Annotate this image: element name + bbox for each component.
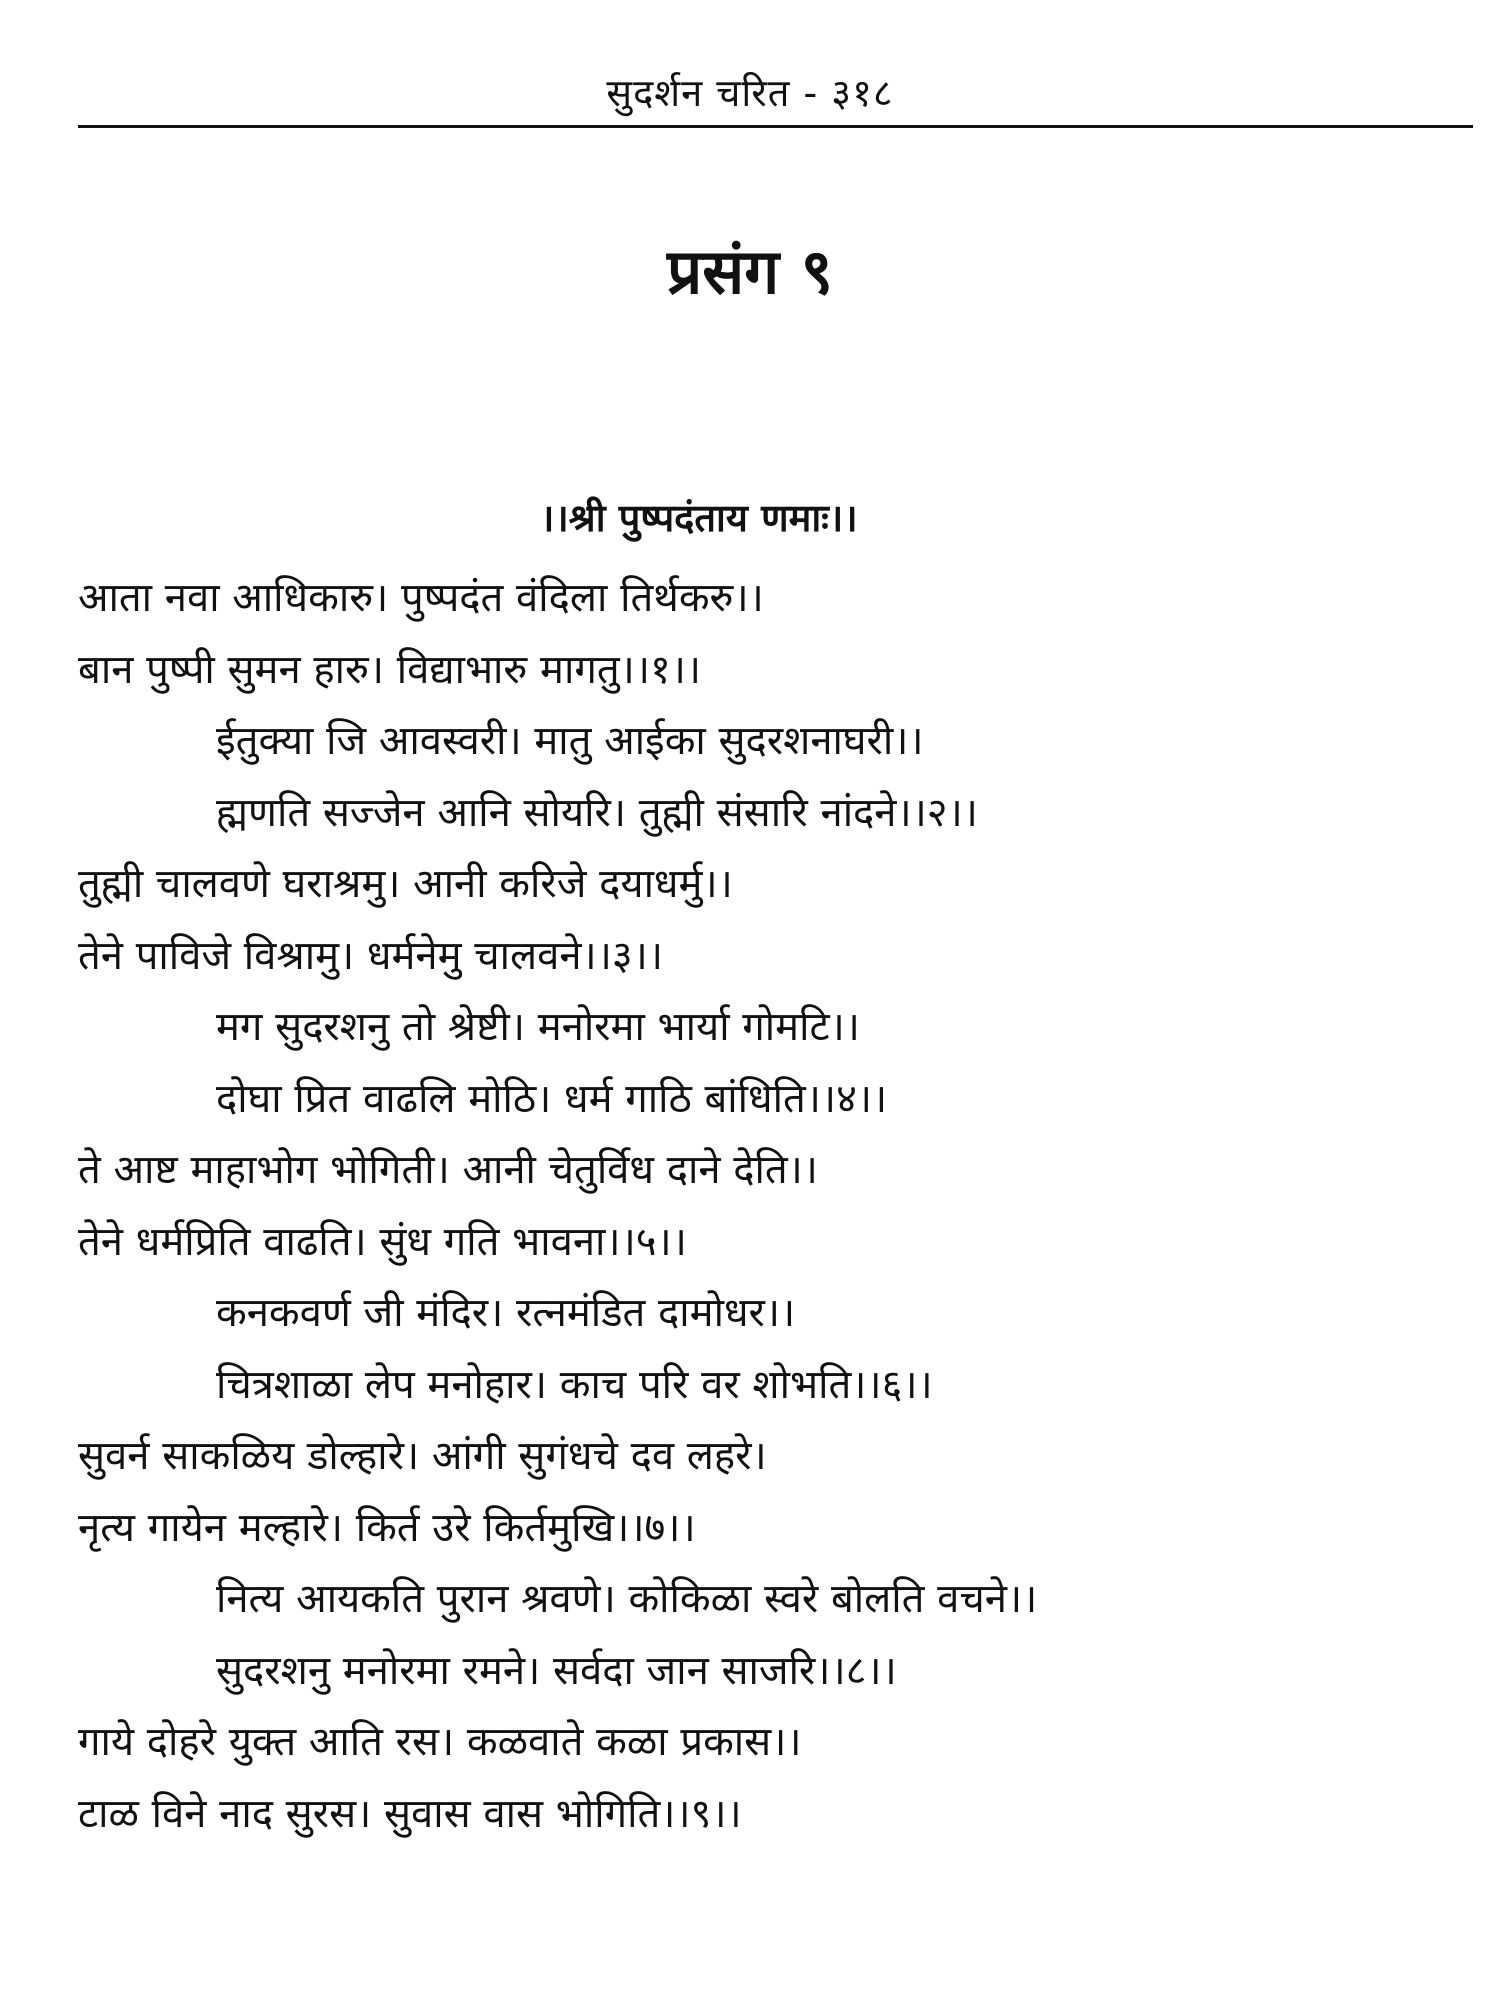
verse-line: तेने धर्मप्रिति वाढति। सुंध गति भावना।।५।। — [78, 1218, 687, 1265]
chapter-title: प्रसंग ९ — [667, 235, 833, 308]
running-header: सुदर्शन चरित - ३१८ — [606, 71, 894, 115]
verse-line: तेने पाविजे विश्रामु। धर्मनेमु चालवने।।३।। — [78, 932, 663, 979]
invocation: ।।श्री पुष्पदंताय णमाः।। — [540, 496, 858, 540]
verse-line: मग सुदरशनु तो श्रेष्टी। मनोरमा भार्या गोमटि।। — [216, 1004, 860, 1050]
verse-line: चित्रशाळा लेप मनोहार। काच परि वर शोभति।।६।। — [216, 1361, 933, 1408]
header-rule — [78, 125, 1473, 128]
verse-line: बान पुष्पी सुमन हारु। विद्याभारु मागतु।।१।। — [78, 646, 702, 693]
verse-line: नित्य आयकति पुरान श्रवणे। कोकिळा स्वरे बोलति वचने।। — [216, 1576, 1038, 1622]
verse-line: ते आष्ट माहाभोग भोगिती। आनी चेतुर्विध दाने देति।। — [78, 1147, 818, 1193]
verse-line: टाळ विने नाद सुरस। सुवास वास भोगिति।।९।। — [78, 1790, 742, 1837]
verse-line: नृत्य गायेन मल्हारे। किर्त उरे किर्तमुखि।।७।। — [78, 1504, 696, 1551]
verse-line: सुदरशनु मनोरमा रमने। सर्वदा जान साजरि।।८।। — [216, 1647, 897, 1694]
verse-line: आता नवा आधिकारु। पुष्पदंत वंदिला तिर्थकरु।। — [78, 575, 764, 621]
verse-line: गाये दोहरे युक्त आति रस। कळवाते कळा प्रकास।। — [78, 1719, 802, 1765]
verse-line: दोघा प्रित वाढलि मोठि। धर्म गाठि बांधिति।।४।। — [216, 1075, 888, 1122]
verse-line: सुवर्न साकळिय डोल्हारे। आंगी सुगंधचे दव लहरे। — [78, 1433, 767, 1479]
verse-line: ह्मणति सज्जेन आनि सोयरि। तुह्मी संसारि नांदने।।२।। — [216, 789, 978, 836]
verse-line: ईतुक्या जि आवस्वरी। मातु आईका सुदरशनाघरी।। — [216, 718, 924, 764]
verse-line: कनकवर्ण जी मंदिर। रत्नमंडित दामोधर।। — [216, 1290, 796, 1336]
verse-block — [0, 563, 1500, 1850]
verse-line: तुह्मी चालवणे घराश्रमु। आनी करिजे दयाधर्मु।। — [78, 861, 733, 907]
